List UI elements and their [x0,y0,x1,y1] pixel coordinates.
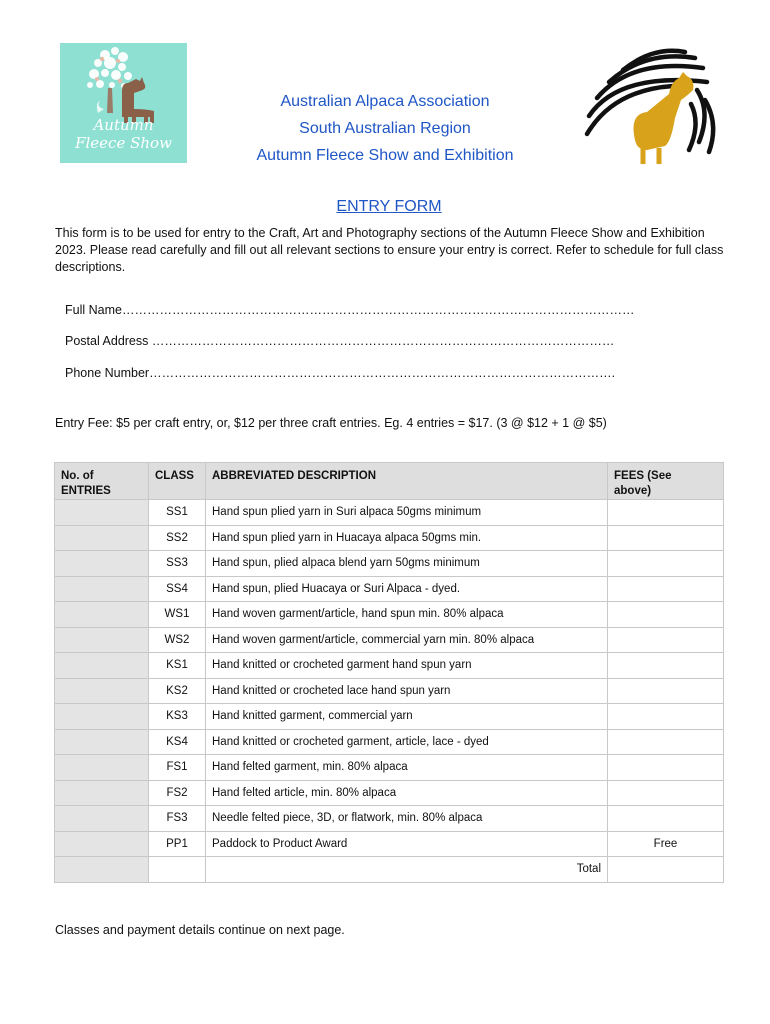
header-entries-line2: ENTRIES [61,485,111,497]
table-row [55,678,724,704]
table-row [55,627,724,653]
fee-input[interactable] [608,704,724,730]
entries-input[interactable] [55,831,149,857]
table-row [55,576,724,602]
class-description: Hand spun plied yarn in Suri alpaca 50gms minimum [206,500,608,526]
entries-input[interactable] [55,551,149,577]
table-row [55,704,724,730]
entries-input[interactable] [55,780,149,806]
fee-input[interactable] [608,602,724,628]
phone-number-field[interactable]: Phone Number…………………………………………………………………………………………………. [65,366,616,380]
total-fee-input[interactable] [608,857,724,883]
intro-paragraph: This form is to be used for entry to the Craft, Art and Photography sections of the Autumn Fleece Show and Exhibition 2023. Please read carefully and fill out all relevant sections to ensure your entry is correct. Refer to schedule for full class descriptions. [55,226,724,274]
header-region: South Australian Region [299,120,471,137]
header-description: ABBREVIATED DESCRIPTION [206,463,608,500]
class-description: Hand spun, plied Huacaya or Suri Alpaca - dyed. [206,576,608,602]
class-code: PP1 [149,831,206,857]
class-code: FS3 [149,806,206,832]
class-code: SS3 [149,551,206,577]
class-description: Hand knitted or crocheted garment hand spun yarn [206,653,608,679]
entries-input[interactable] [55,500,149,526]
class-code: FS2 [149,780,206,806]
alpaca-association-logo [583,42,723,167]
fee-input[interactable] [608,627,724,653]
form-title: ENTRY FORM [336,198,442,215]
fee-input[interactable] [608,780,724,806]
entries-input[interactable] [55,602,149,628]
entries-input[interactable] [55,678,149,704]
header-fees [608,463,724,500]
entries-input[interactable] [55,525,149,551]
class-code: KS1 [149,653,206,679]
fee-input[interactable] [608,729,724,755]
class-description: Hand spun, plied alpaca blend yarn 50gms minimum [206,551,608,577]
autumn-fleece-show-logo [60,43,187,163]
entries-input[interactable] [55,576,149,602]
total-label: Total [206,857,608,883]
class-code: KS4 [149,729,206,755]
class-description: Needle felted piece, 3D, or flatwork, min. 80% alpaca [206,806,608,832]
class-code: WS2 [149,627,206,653]
entries-input[interactable] [55,653,149,679]
header-entries [55,463,149,500]
class-description: Hand felted article, min. 80% alpaca [206,780,608,806]
class-description: Hand felted garment, min. 80% alpaca [206,755,608,781]
class-code: FS1 [149,755,206,781]
table-row [55,755,724,781]
table-row [55,602,724,628]
entries-input[interactable] [55,627,149,653]
logo-text-line2: Fleece Show [75,134,172,152]
fee-input[interactable] [608,806,724,832]
class-description: Hand woven garment/article, commercial yarn min. 80% alpaca [206,627,608,653]
entries-input[interactable] [55,806,149,832]
table-row [55,806,724,832]
entries-input[interactable] [55,729,149,755]
class-description: Hand woven garment/article, hand spun min. 80% alpaca [206,602,608,628]
table-row [55,729,724,755]
header-class: CLASS [149,463,206,500]
class-code: SS4 [149,576,206,602]
class-description: Hand knitted garment, commercial yarn [206,704,608,730]
class-description: Hand knitted or crocheted lace hand spun yarn [206,678,608,704]
full-name-field[interactable]: Full Name…………………………………………………………………………………………………………… [65,303,635,317]
fee-input[interactable] [608,525,724,551]
header-fees-line1: FEES (See [614,470,672,482]
fee-input[interactable] [608,678,724,704]
footer-note: Classes and payment details continue on next page. [55,923,345,937]
fee-input[interactable] [608,500,724,526]
logo-text-line1: Autumn [93,116,154,134]
header-association: Australian Alpaca Association [280,93,490,110]
fee-input[interactable] [608,576,724,602]
total-entries-cell [55,857,149,883]
table-row [55,653,724,679]
fee-input[interactable]: Free [608,831,724,857]
table-row [55,551,724,577]
postal-address-field[interactable]: Postal Address ………………………………………………………………………………………………… [65,334,615,348]
entries-input[interactable] [55,704,149,730]
class-code: SS2 [149,525,206,551]
class-description: Hand spun plied yarn in Huacaya alpaca 50gms min. [206,525,608,551]
table-row [55,500,724,526]
header-fees-line2: above) [614,485,652,497]
entries-input[interactable] [55,755,149,781]
table-row [55,780,724,806]
organization-header [200,88,570,169]
class-code: WS1 [149,602,206,628]
class-code: KS3 [149,704,206,730]
table-header-row [55,463,724,500]
entries-table [54,462,724,883]
total-class-cell [149,857,206,883]
header-entries-line1: No. of [61,470,94,482]
fee-input[interactable] [608,551,724,577]
entry-fee-info: Entry Fee: $5 per craft entry, or, $12 per three craft entries. Eg. 4 entries = $17. (3 @ $12 + 1 @ $5) [55,416,607,430]
fee-input[interactable] [608,755,724,781]
class-code: KS2 [149,678,206,704]
table-row [55,525,724,551]
total-row [55,857,724,883]
class-description: Hand knitted or crocheted garment, article, lace - dyed [206,729,608,755]
class-description: Paddock to Product Award [206,831,608,857]
header-event: Autumn Fleece Show and Exhibition [256,147,514,164]
class-code: SS1 [149,500,206,526]
table-row [55,831,724,857]
fee-input[interactable] [608,653,724,679]
